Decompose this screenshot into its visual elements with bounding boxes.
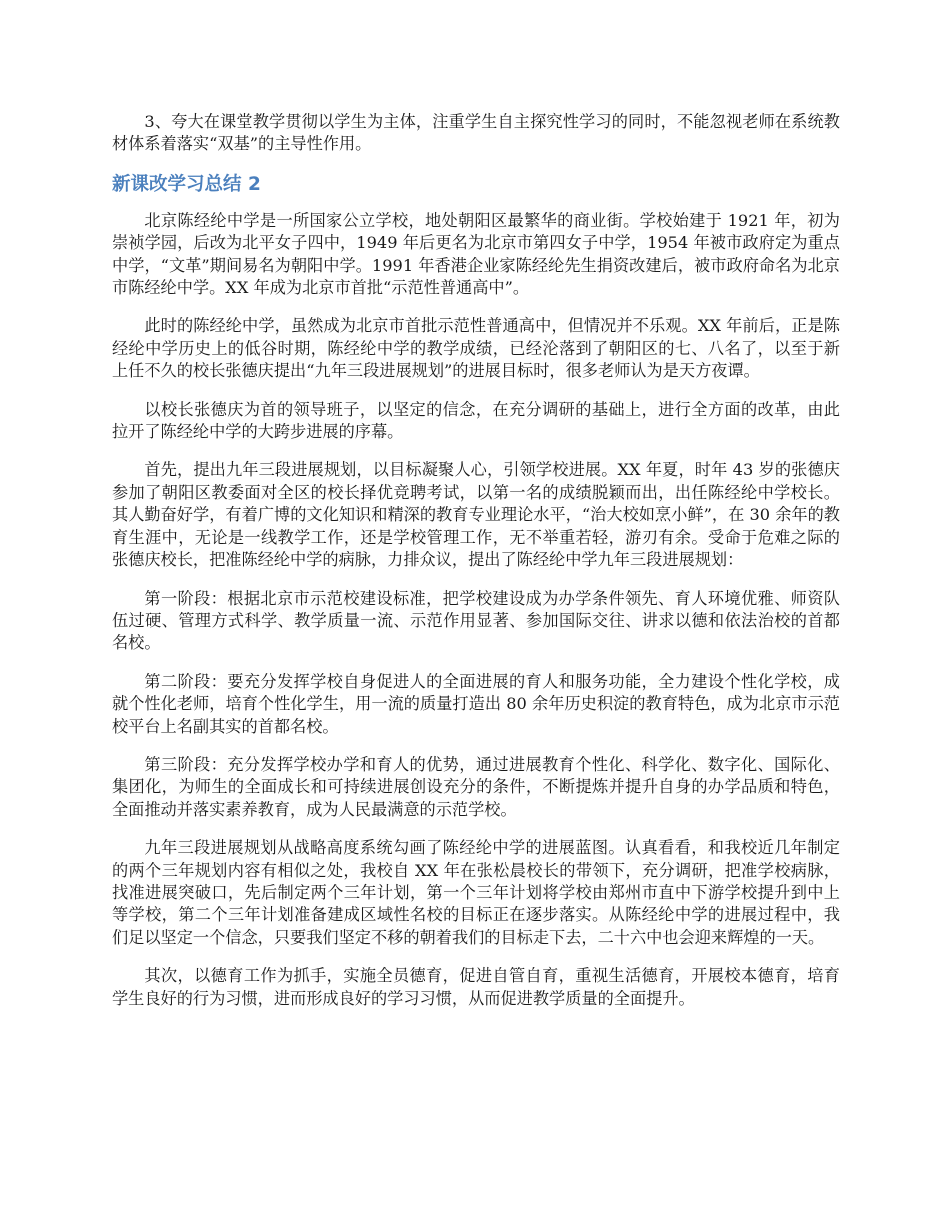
body-paragraph-4: 首先，提出九年三段进展规划，以目标凝聚人心，引领学校进展。XX 年夏，时年 43 岁的张德庆参加了朝阳区教委面对全区的校长择优竞聘考试，以第一名的成绩脱颖而出，出任陈经纶中学校长。其人勤奋好学，有着广博的文化知识和精深的教育专业理论水平，“治大校如烹小鲜”，在 30 余年的教育生涯中，无论是一线教学工作，还是学校管理工作，无不举重若轻，游刃有余。受命于危难之际的张德庆校长，把准陈经纶中学的病脉，力排众议，提出了陈经纶中学九年三段进展规划： — [112, 460, 840, 570]
body-paragraph-1: 北京陈经纶中学是一所国家公立学校，地处朝阳区最繁华的商业街。学校始建于 1921 年，初为崇祯学园，后改为北平女子四中，1949 年后更名为北京市第四女子中学，1954 年被市政府定为重点中学，“文革”期间易名为朝阳中学。1991 年香港企业家陈经纶先生捐资改建后，被市政府命名为北京市陈经纶中学。XX 年成为北京市首批“示范性普通高中”。 — [112, 210, 840, 298]
body-paragraph-6: 第二阶段：要充分发挥学校自身促进人的全面进展的育人和服务功能，全力建设个性化学校，成就个性化老师，培育个性化学生，用一流的质量打造出 80 余年历史积淀的教育特色，成为北京市示范校平台上名副其实的首都名校。 — [112, 671, 840, 736]
body-paragraph-7: 第三阶段：充分发挥学校办学和育人的优势，通过进展教育个性化、科学化、数字化、国际化、集团化，为师生的全面成长和可持续进展创设充分的条件，不断提炼并提升自身的办学品质和特色，全面推动并落实素养教育，成为人民最满意的示范学校。 — [112, 754, 840, 819]
document-body — [112, 111, 840, 1026]
body-paragraph-8: 九年三段进展规划从战略高度系统勾画了陈经纶中学的进展蓝图。认真看看，和我校近几年制定的两个三年规划内容有相似之处，我校自 XX 年在张松晨校长的带领下，充分调研，把准学校病脉，找准进展突破口，先后制定两个三年计划，第一个三年计划将学校由郑州市直中下游学校提升到中上等学校，第二个三年计划准备建成区域性名校的目标正在逐步落实。从陈经纶中学的进展过程中，我们足以坚定一个信念，只要我们坚定不移的朝着我们的目标走下去，二十六中也会迎来辉煌的一天。 — [112, 838, 840, 947]
body-paragraph-2: 此时的陈经纶中学，虽然成为北京市首批示范性普通高中，但情况并不乐观。XX 年前后，正是陈经纶中学历史上的低谷时期，陈经纶中学的教学成绩，已经沦落到了朝阳区的七、八名了，以至于新上任不久的校长张德庆提出“九年三段进展规划”的进展目标时，很多老师认为是天方夜谭。 — [112, 316, 840, 381]
intro-paragraph: 3、夸大在课堂教学贯彻以学生为主体，注重学生自主探究性学习的同时，不能忽视老师在系统教材体系着落实“双基”的主导性作用。 — [112, 112, 840, 154]
body-paragraph-3: 以校长张德庆为首的领导班子，以坚定的信念，在充分调研的基础上，进行全方面的改革，由此拉开了陈经纶中学的大跨步进展的序幕。 — [112, 399, 840, 442]
section-heading: 新课改学习总结 2 — [112, 173, 261, 195]
body-paragraph-5: 第一阶段：根据北京市示范校建设标准，把学校建设成为办学条件领先、育人环境优雅、师资队伍过硬、管理方式科学、教学质量一流、示范作用显著、参加国际交往、讲求以德和依法治校的首都名校。 — [112, 588, 840, 653]
body-paragraph-9: 其次，以德育工作为抓手，实施全员德育，促进自管自育，重视生活德育，开展校本德育，培育学生良好的行为习惯，进而形成良好的学习习惯，从而促进教学质量的全面提升。 — [112, 966, 840, 1008]
